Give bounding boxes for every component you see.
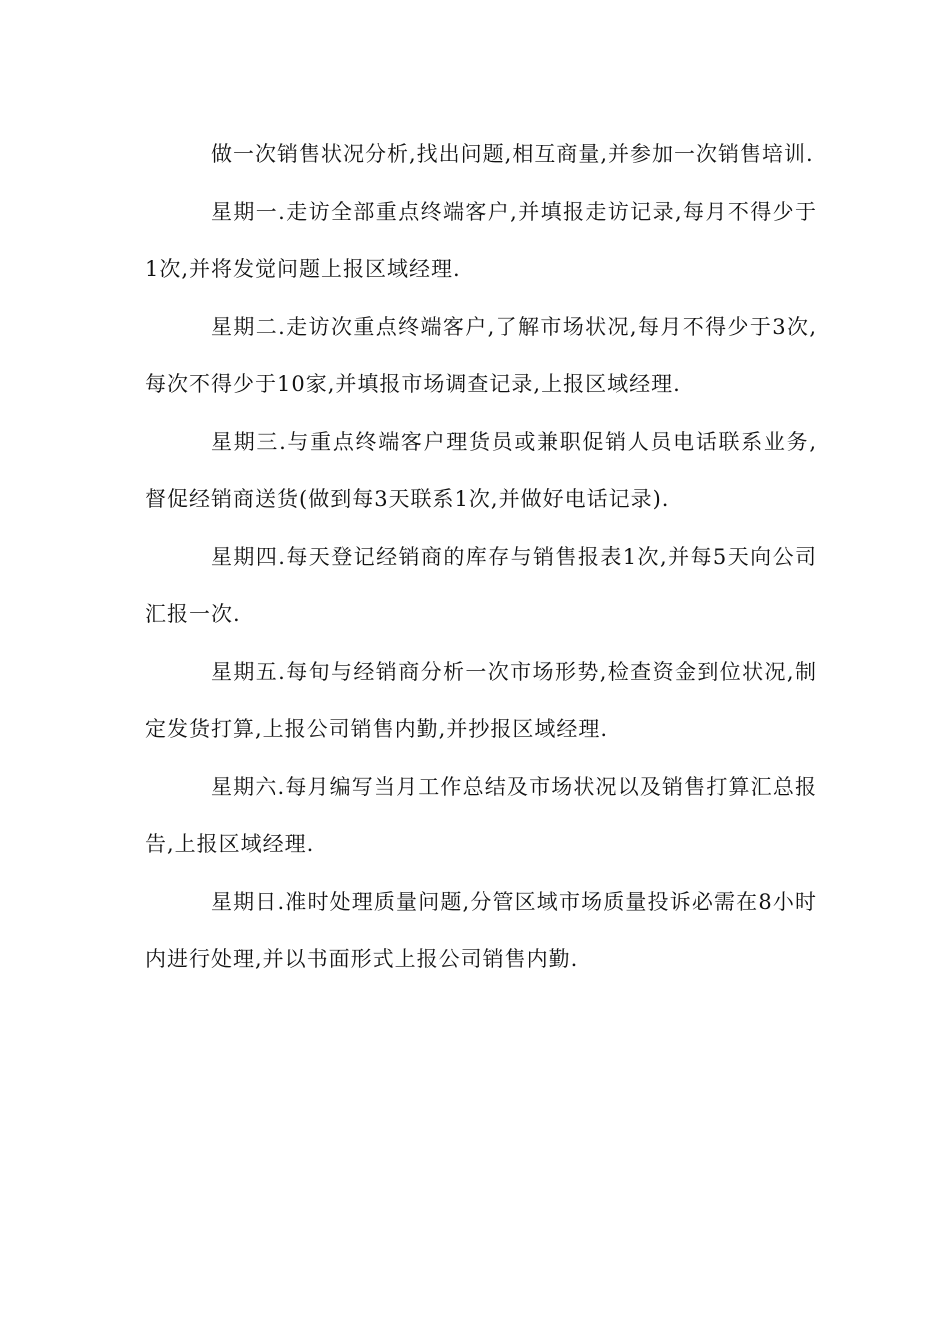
- paragraph-sunday: 星期日.准时处理质量问题,分管区域市场质量投诉必需在8小时内进行处理,并以书面形式上报公司销售内勤.: [145, 889, 817, 971]
- paragraph-wednesday: 星期三.与重点终端客户理货员或兼职促销人员电话联系业务,督促经销商送货(做到每3天联系1次,并做好电话记录).: [145, 429, 817, 511]
- paragraph-intro: 做一次销售状况分析,找出问题,相互商量,并参加一次销售培训.: [211, 142, 814, 166]
- paragraph-saturday: 星期六.每月编写当月工作总结及市场状况以及销售打算汇总报告,上报区域经理.: [145, 774, 817, 856]
- paragraph-friday: 星期五.每旬与经销商分析一次市场形势,检查资金到位状况,制定发货打算,上报公司销售内勤,并抄报区域经理.: [145, 659, 817, 741]
- document-body: [145, 126, 817, 989]
- paragraph-tuesday: 星期二.走访次重点终端客户,了解市场状况,每月不得少于3次,每次不得少于10家,并填报市场调查记录,上报区域经理.: [145, 314, 817, 396]
- paragraph-monday: 星期一.走访全部重点终端客户,并填报走访记录,每月不得少于1次,并将发觉问题上报区域经理.: [145, 199, 817, 281]
- paragraph-thursday: 星期四.每天登记经销商的库存与销售报表1次,并每5天向公司汇报一次.: [145, 544, 817, 626]
